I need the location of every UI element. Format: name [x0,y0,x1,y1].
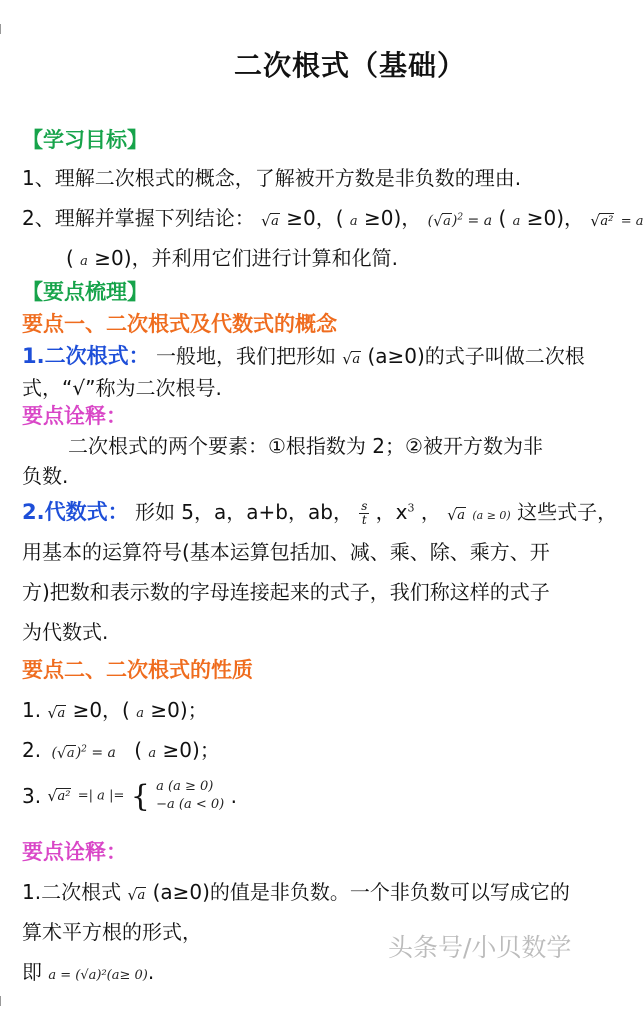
def1-line1 [22,340,585,370]
piecewise-case-2: −a (a < 0) [156,797,225,812]
objective-item-2-part1: ≥0，( [286,206,344,230]
section2-note-line1-b: (a≥0)的值是非负数。一个非负数可以写成它的 [152,880,570,904]
section2-note-line3-a: 即 [22,960,42,984]
def1-text-a: 一般地，我们把形如 [155,344,336,368]
watermark-text: 头条号/小贝数学 [388,933,572,962]
def2-line1 [22,496,617,527]
key-points-heading: 【要点梳理】 [22,280,148,304]
section2-note-line2: 算术平方根的形式， [22,920,202,944]
page-title: 二次根式（基础） [234,49,467,82]
eq-a-formula: = a [620,214,644,229]
section1-note-line1: 二次根式的两个要素：①根指数为 2；②被开方数为非 [68,434,543,458]
def2-text-c: ， [420,500,441,524]
section2-heading: 要点二、二次根式的性质 [22,658,253,682]
property-2-text-b: ≥0)； [162,738,220,762]
piecewise-brace: { [130,778,150,814]
def2-text-a: 形如 5，a，a+b，ab， [134,500,353,524]
abs-a-expr: =| a |= [77,788,125,804]
page-corner-mark-top [0,24,11,34]
objective-item-2-part2: ≥0)， [364,206,422,230]
sqrt-a-formula: √ a [261,214,280,229]
section2-note-line1-a: 1.二次根式 [22,880,122,904]
property-1 [22,694,208,723]
property-2-num: 2. [22,738,42,762]
section1-heading: 要点一、二次根式及代数式的概念 [22,312,337,336]
paren-open-prop2: ( [134,738,143,762]
piecewise-cases [156,778,224,814]
sqrt-a2-formula: √ a² [590,214,614,229]
section2-note-line1 [22,876,570,905]
paren-open: ( [66,246,74,270]
objective-item-2-prefix: 2、理解并掌握下列结论： [22,206,255,230]
section2-note-heading: 要点诠释： [22,840,127,864]
def2-line4: 为代数式. [22,620,109,644]
cond-a-ge0: (a ≥ 0) [472,509,511,522]
def1-label: 1.二次根式： [22,344,150,368]
sqrt-a-def2: √ a [447,508,466,523]
fraction-s-over-t: $\frac{s}{t}$ [361,499,368,527]
var-a: a [349,214,358,229]
def2-line2: 用基本的运算符号(基本运算包括加、减、乘、除、乘方、开 [22,540,550,564]
def2-line3: 方)把数和表示数的字母连接起来的式子，我们称这样的式子 [22,580,550,604]
def2-text-d: 这些式子， [517,500,618,524]
property-3-num: 3. [22,784,42,808]
objective-item-2 [22,202,644,231]
property-3-period: . [230,784,237,808]
section1-note-heading: 要点诠释： [22,404,127,428]
property-1-text-c: ≥0)； [150,698,208,722]
sqrt-a-squared-formula: (√ a)$^2$ = a [428,213,492,229]
def1-text-b: (a≥0)的式子叫做二次根 [367,344,585,368]
def1-line2: 式，“√”称为二次根号. [22,376,222,400]
note-formula: a = (√a)²(a≥ 0) [48,968,148,983]
var-a-prop2: a [148,746,157,761]
var-a-2: a [512,214,521,229]
objective-item-2-line2-text: ≥0)，并利用它们进行计算和化简. [94,246,398,270]
sqrt-a-squared-prop2: (√ a)$^2$ = a [51,745,115,761]
def2-label: 2.代数式： [22,500,129,524]
objectives-heading: 【学习目标】 [22,128,148,152]
var-a-3: a [80,254,88,269]
sqrt-a-note: √ a [127,888,146,903]
def2-text-b: ，x [375,500,408,524]
sqrt-a2-prop3: √ a² [47,789,71,804]
property-3 [22,778,237,814]
piecewise-case-1: a (a ≥ 0) [156,779,214,794]
objective-item-2-part4: ≥0)， [526,206,585,230]
section2-note-line3: 即 a = (√a)²(a≥ 0). [22,960,155,984]
objective-item-2-part3: ( [498,206,507,230]
objective-item-1: 1、理解二次根式的概念，了解被开方数是非负数的理由. [22,166,522,190]
sqrt-a-prop1: √ a [47,706,66,721]
objective-item-2-line2 [66,242,398,271]
property-1-num: 1. [22,698,42,722]
sqrt-a-inline: √ a [342,352,361,367]
var-a-prop1: a [136,706,144,721]
cube-exponent: 3 [407,501,415,515]
section1-note-line2: 负数. [22,464,69,488]
property-1-text-b: ≥0，( [72,698,130,722]
property-2 [22,734,220,763]
page-corner-mark-bottom [0,996,11,1006]
